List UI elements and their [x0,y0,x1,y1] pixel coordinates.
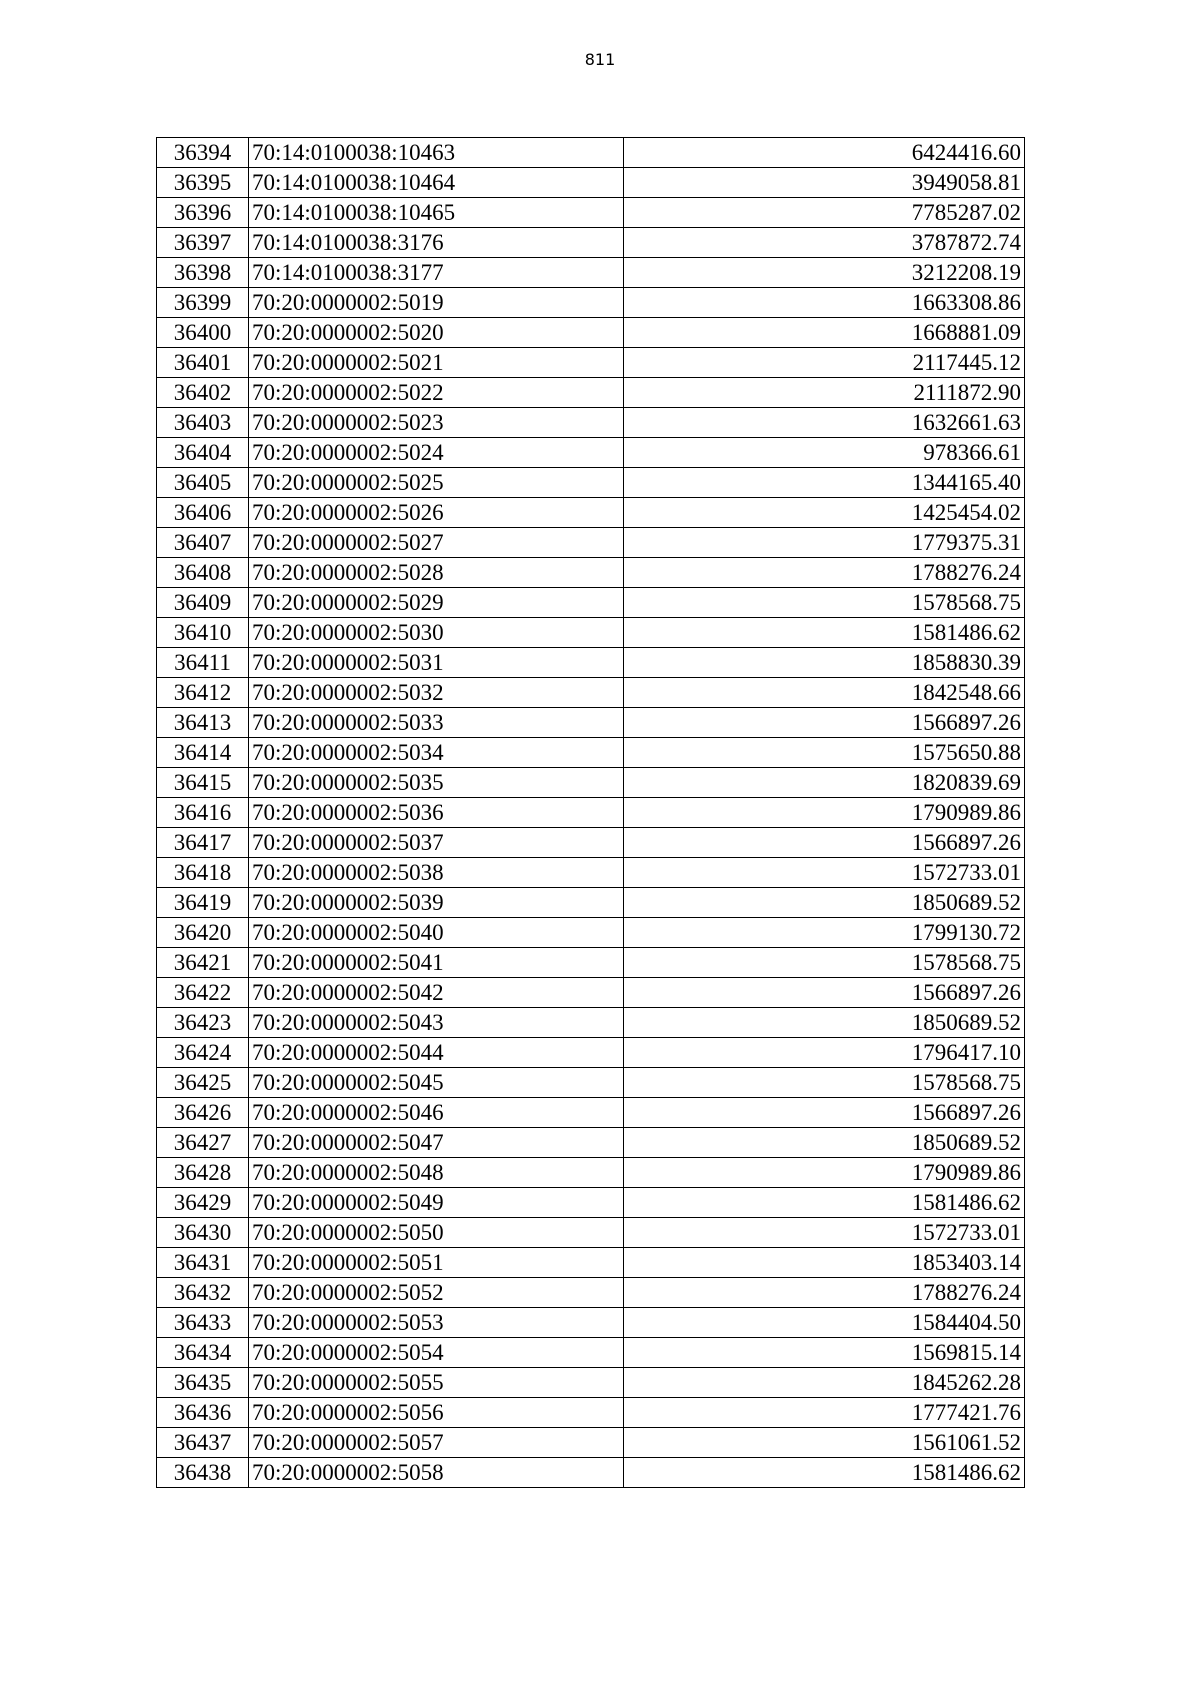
cadastral-value: 1566897.26 [624,978,1025,1008]
cadastral-number: 70:20:0000002:5020 [249,318,624,348]
cadastral-value: 1858830.39 [624,648,1025,678]
table-row [157,708,1025,738]
row-number: 36410 [157,618,249,648]
cadastral-number: 70:20:0000002:5043 [249,1008,624,1038]
cadastral-number: 70:20:0000002:5027 [249,528,624,558]
table-row [157,348,1025,378]
table-row [157,1008,1025,1038]
table-row [157,1128,1025,1158]
cadastral-value: 1632661.63 [624,408,1025,438]
table-row [157,588,1025,618]
cadastral-value: 1790989.86 [624,1158,1025,1188]
cadastral-number: 70:14:0100038:10465 [249,198,624,228]
cadastral-value: 3787872.74 [624,228,1025,258]
cadastral-number: 70:20:0000002:5038 [249,858,624,888]
cadastral-value: 1668881.09 [624,318,1025,348]
cadastral-number: 70:20:0000002:5049 [249,1188,624,1218]
row-number: 36435 [157,1368,249,1398]
table-row [157,468,1025,498]
cadastral-value: 1578568.75 [624,948,1025,978]
cadastral-value: 2117445.12 [624,348,1025,378]
cadastral-number: 70:20:0000002:5022 [249,378,624,408]
cadastral-value: 1572733.01 [624,1218,1025,1248]
row-number: 36402 [157,378,249,408]
cadastral-value: 1779375.31 [624,528,1025,558]
table-row [157,978,1025,1008]
row-number: 36430 [157,1218,249,1248]
cadastral-number: 70:20:0000002:5057 [249,1428,624,1458]
cadastral-number: 70:20:0000002:5024 [249,438,624,468]
table-row [157,828,1025,858]
row-number: 36422 [157,978,249,1008]
table-row [157,168,1025,198]
cadastral-number: 70:20:0000002:5052 [249,1278,624,1308]
cadastral-value: 1663308.86 [624,288,1025,318]
table-row [157,1278,1025,1308]
table-row [157,258,1025,288]
cadastral-number: 70:20:0000002:5028 [249,558,624,588]
row-number: 36418 [157,858,249,888]
cadastral-value: 2111872.90 [624,378,1025,408]
table-row [157,618,1025,648]
row-number: 36403 [157,408,249,438]
cadastral-value: 1581486.62 [624,618,1025,648]
cadastral-value: 7785287.02 [624,198,1025,228]
cadastral-number: 70:20:0000002:5040 [249,918,624,948]
page-number: 811 [584,50,616,69]
row-number: 36424 [157,1038,249,1068]
cadastral-number: 70:14:0100038:10464 [249,168,624,198]
cadastral-number: 70:20:0000002:5026 [249,498,624,528]
row-number: 36428 [157,1158,249,1188]
cadastral-value: 1572733.01 [624,858,1025,888]
cadastral-number: 70:20:0000002:5044 [249,1038,624,1068]
row-number: 36407 [157,528,249,558]
cadastral-number: 70:20:0000002:5023 [249,408,624,438]
table-row [157,1038,1025,1068]
row-number: 36399 [157,288,249,318]
cadastral-number: 70:20:0000002:5046 [249,1098,624,1128]
row-number: 36434 [157,1338,249,1368]
row-number: 36395 [157,168,249,198]
table-row [157,1158,1025,1188]
cadastral-value: 978366.61 [624,438,1025,468]
row-number: 36400 [157,318,249,348]
table-row [157,918,1025,948]
cadastral-value: 1578568.75 [624,588,1025,618]
table-body [157,138,1025,1488]
row-number: 36419 [157,888,249,918]
cadastral-value: 1581486.62 [624,1188,1025,1218]
table-row [157,288,1025,318]
cadastral-value: 1566897.26 [624,708,1025,738]
cadastral-number: 70:20:0000002:5048 [249,1158,624,1188]
cadastral-value: 1788276.24 [624,1278,1025,1308]
cadastral-value: 1584404.50 [624,1308,1025,1338]
row-number: 36416 [157,798,249,828]
row-number: 36414 [157,738,249,768]
cadastral-value: 1566897.26 [624,828,1025,858]
cadastral-number: 70:20:0000002:5054 [249,1338,624,1368]
row-number: 36406 [157,498,249,528]
table-row [157,1338,1025,1368]
cadastral-value: 1575650.88 [624,738,1025,768]
cadastral-value: 1566897.26 [624,1098,1025,1128]
table-row [157,678,1025,708]
table-row [157,738,1025,768]
cadastral-value: 1850689.52 [624,1128,1025,1158]
cadastral-value: 1425454.02 [624,498,1025,528]
cadastral-number: 70:20:0000002:5029 [249,588,624,618]
row-number: 36401 [157,348,249,378]
cadastral-value: 1799130.72 [624,918,1025,948]
cadastral-number: 70:20:0000002:5047 [249,1128,624,1158]
row-number: 36436 [157,1398,249,1428]
table-row [157,1458,1025,1488]
cadastral-number: 70:20:0000002:5019 [249,288,624,318]
cadastral-number: 70:14:0100038:3177 [249,258,624,288]
row-number: 36394 [157,138,249,168]
cadastral-number: 70:20:0000002:5033 [249,708,624,738]
cadastral-number: 70:14:0100038:10463 [249,138,624,168]
table-row [157,1188,1025,1218]
row-number: 36404 [157,438,249,468]
cadastral-number: 70:20:0000002:5031 [249,648,624,678]
cadastral-value: 1777421.76 [624,1398,1025,1428]
cadastral-number: 70:20:0000002:5050 [249,1218,624,1248]
table-row [157,558,1025,588]
cadastral-value: 1850689.52 [624,1008,1025,1038]
table-row [157,498,1025,528]
cadastral-value: 1569815.14 [624,1338,1025,1368]
cadastral-number: 70:20:0000002:5056 [249,1398,624,1428]
cadastral-number: 70:20:0000002:5051 [249,1248,624,1278]
table-row [157,378,1025,408]
cadastral-value: 1850689.52 [624,888,1025,918]
cadastral-number: 70:20:0000002:5053 [249,1308,624,1338]
row-number: 36398 [157,258,249,288]
row-number: 36427 [157,1128,249,1158]
cadastre-table [156,137,1025,1488]
cadastral-number: 70:20:0000002:5021 [249,348,624,378]
cadastral-value: 1578568.75 [624,1068,1025,1098]
row-number: 36426 [157,1098,249,1128]
cadastral-value: 1845262.28 [624,1368,1025,1398]
cadastral-value: 3949058.81 [624,168,1025,198]
table-row [157,408,1025,438]
row-number: 36415 [157,768,249,798]
cadastral-number: 70:20:0000002:5039 [249,888,624,918]
row-number: 36396 [157,198,249,228]
cadastral-number: 70:20:0000002:5055 [249,1368,624,1398]
row-number: 36421 [157,948,249,978]
cadastral-value: 1842548.66 [624,678,1025,708]
table-row [157,228,1025,258]
row-number: 36417 [157,828,249,858]
cadastral-value: 1796417.10 [624,1038,1025,1068]
row-number: 36432 [157,1278,249,1308]
row-number: 36425 [157,1068,249,1098]
table-row [157,438,1025,468]
table-row [157,198,1025,228]
cadastral-number: 70:20:0000002:5042 [249,978,624,1008]
row-number: 36408 [157,558,249,588]
cadastral-number: 70:20:0000002:5030 [249,618,624,648]
table-row [157,948,1025,978]
cadastral-number: 70:20:0000002:5032 [249,678,624,708]
row-number: 36405 [157,468,249,498]
row-number: 36433 [157,1308,249,1338]
cadastral-number: 70:20:0000002:5034 [249,738,624,768]
table-row [157,1308,1025,1338]
row-number: 36423 [157,1008,249,1038]
cadastral-value: 1344165.40 [624,468,1025,498]
row-number: 36412 [157,678,249,708]
table-row [157,1428,1025,1458]
table-row [157,768,1025,798]
cadastral-value: 6424416.60 [624,138,1025,168]
table-row [157,528,1025,558]
row-number: 36438 [157,1458,249,1488]
table-row [157,1098,1025,1128]
cadastral-number: 70:20:0000002:5041 [249,948,624,978]
cadastral-value: 1581486.62 [624,1458,1025,1488]
row-number: 36420 [157,918,249,948]
table-row [157,138,1025,168]
cadastral-number: 70:20:0000002:5035 [249,768,624,798]
table-row [157,888,1025,918]
table-row [157,798,1025,828]
table-row [157,318,1025,348]
table-row [157,1218,1025,1248]
cadastral-value: 1790989.86 [624,798,1025,828]
table-row [157,648,1025,678]
row-number: 36437 [157,1428,249,1458]
table-row [157,858,1025,888]
row-number: 36409 [157,588,249,618]
cadastral-number: 70:20:0000002:5037 [249,828,624,858]
table-row [157,1398,1025,1428]
row-number: 36431 [157,1248,249,1278]
row-number: 36429 [157,1188,249,1218]
row-number: 36411 [157,648,249,678]
cadastral-value: 1788276.24 [624,558,1025,588]
cadastral-value: 1853403.14 [624,1248,1025,1278]
table-row [157,1368,1025,1398]
cadastral-value: 1820839.69 [624,768,1025,798]
cadastral-number: 70:20:0000002:5036 [249,798,624,828]
table-row [157,1248,1025,1278]
row-number: 36397 [157,228,249,258]
cadastral-number: 70:20:0000002:5045 [249,1068,624,1098]
cadastral-number: 70:20:0000002:5058 [249,1458,624,1488]
cadastral-value: 3212208.19 [624,258,1025,288]
cadastral-number: 70:20:0000002:5025 [249,468,624,498]
row-number: 36413 [157,708,249,738]
table-row [157,1068,1025,1098]
cadastral-value: 1561061.52 [624,1428,1025,1458]
cadastral-number: 70:14:0100038:3176 [249,228,624,258]
